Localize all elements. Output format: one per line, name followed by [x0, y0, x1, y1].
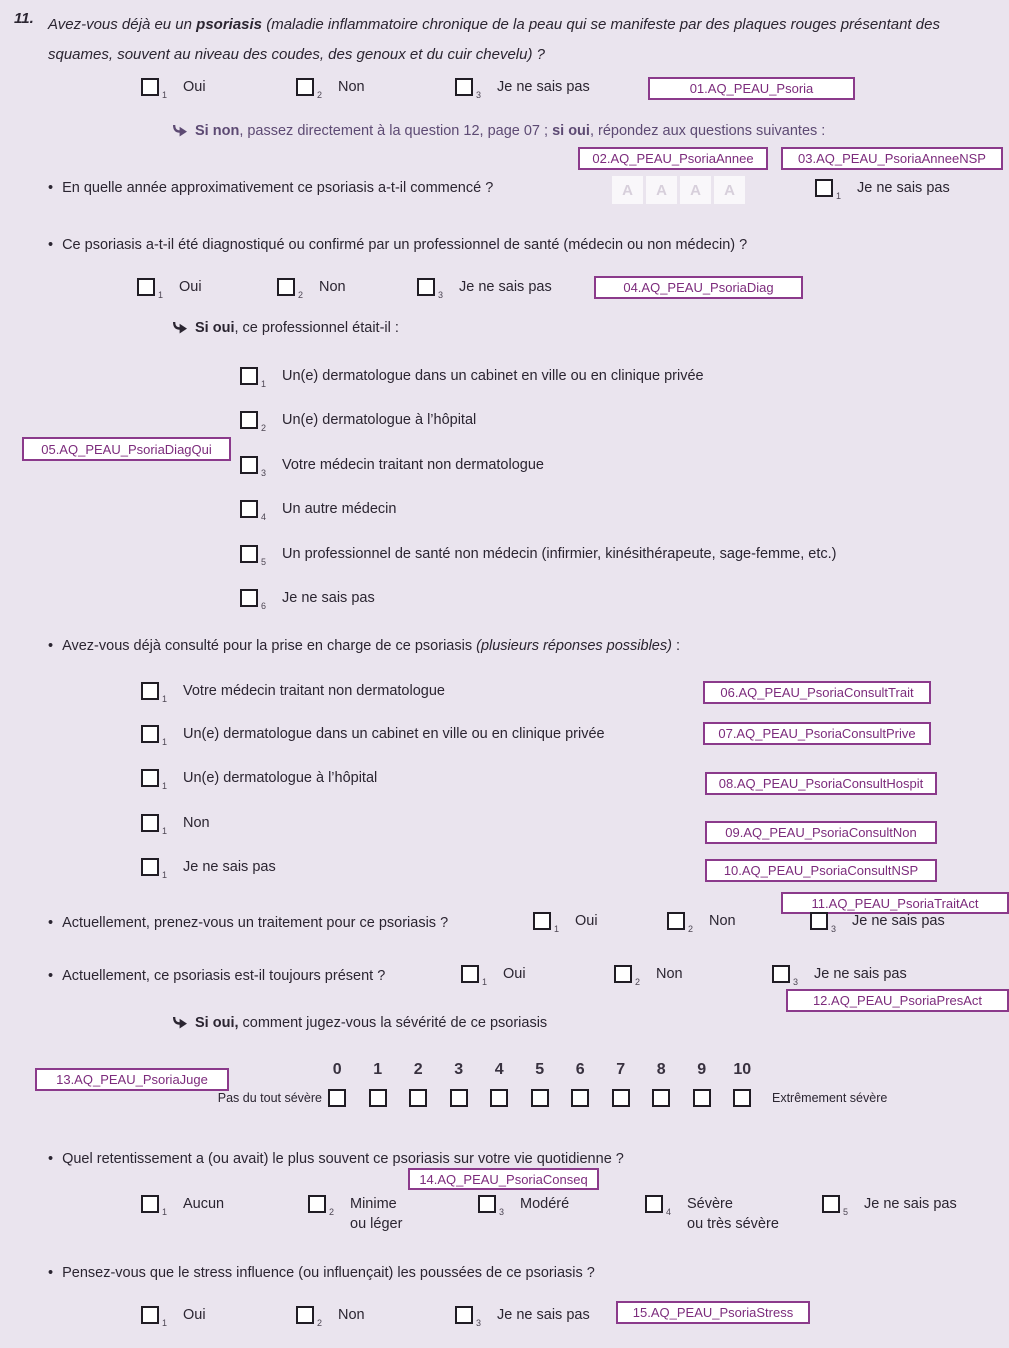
- option-diag-oui: [137, 278, 202, 300]
- option-label: Un autre médecin: [282, 501, 397, 517]
- checkbox-code: 4: [261, 512, 267, 522]
- question-11-rest: (maladie inflammatoire chronique de la peau qui se manifeste par des plaques rouges présentant des squames, souvent au niveau des coudes, des genoux et du cuir chevelu) ?: [48, 16, 940, 63]
- option-label: Un professionnel de santé non médecin (infirmier, kinésithérapeute, sage-femme, etc.): [282, 546, 837, 562]
- checkbox-diagqui-5[interactable]: [240, 545, 258, 563]
- severity-step-6: [560, 1061, 601, 1107]
- stress-question-text: Pensez-vous que le stress influence (ou influençait) les poussées de ce psoriasis ?: [62, 1265, 595, 1281]
- field-tag-label: 09.AQ_PEAU_PsoriaConsultNon: [725, 825, 917, 840]
- severity-step-0: [317, 1061, 358, 1107]
- checkbox-code: 5: [261, 557, 267, 567]
- checkbox-consult-hospit[interactable]: [141, 769, 159, 787]
- question-11-keyword: psoriasis: [196, 16, 263, 33]
- field-tag-label: 01.AQ_PEAU_Psoria: [689, 81, 814, 96]
- option-conseq-modere: [478, 1195, 569, 1217]
- checkbox-consult-non[interactable]: [141, 814, 159, 832]
- checkbox-conseq-2[interactable]: [308, 1195, 326, 1213]
- checkbox-psoria-non[interactable]: [296, 78, 314, 96]
- option-conseq-nsp: [822, 1195, 957, 1217]
- question-11-lead: Avez-vous déjà eu un: [48, 16, 197, 33]
- field-tag-label: 05.AQ_PEAU_PsoriaDiagQui: [41, 441, 212, 457]
- checkbox-code: 1: [554, 924, 560, 934]
- consult-question-label: [48, 638, 680, 654]
- checkbox-presact-nsp[interactable]: [772, 965, 790, 983]
- instruction-text: comment jugez-vous la sévérité de ce psoriasis: [238, 1015, 548, 1031]
- field-tag-stress: [616, 1301, 810, 1324]
- field-tag-label: 13.AQ_PEAU_PsoriaJuge: [56, 1072, 208, 1087]
- consult-italic: (plusieurs réponses possibles): [476, 638, 672, 654]
- severity-tick: 1: [373, 1061, 383, 1078]
- severity-tick: 3: [454, 1061, 464, 1078]
- severity-tick: 0: [332, 1061, 342, 1078]
- field-tag-consult-trait: [703, 681, 931, 704]
- question-number: 11.: [14, 10, 34, 27]
- checkbox-psoria-oui[interactable]: [141, 78, 159, 96]
- severity-tick: 9: [697, 1061, 707, 1078]
- option-label-line2: ou très sévère: [687, 1216, 779, 1232]
- option-traitact-nsp: [810, 912, 945, 934]
- checkbox-conseq-3[interactable]: [478, 1195, 496, 1213]
- option-label: Je ne sais pas: [282, 590, 375, 606]
- option-diagqui-4: [240, 500, 396, 522]
- checkbox-conseq-5[interactable]: [822, 1195, 840, 1213]
- option-stress-oui: [141, 1306, 206, 1328]
- severity-checkbox-6[interactable]: [571, 1089, 589, 1107]
- severity-checkbox-7[interactable]: [612, 1089, 630, 1107]
- option-diagqui-6: [240, 589, 375, 611]
- checkbox-code: 2: [298, 290, 304, 300]
- checkbox-stress-oui[interactable]: [141, 1306, 159, 1324]
- checkbox-diag-oui[interactable]: [137, 278, 155, 296]
- skip-text-2: , répondez aux questions suivantes :: [589, 123, 826, 139]
- severity-step-8: [641, 1061, 682, 1107]
- stress-question-label: [48, 1265, 595, 1281]
- year-question-label: [48, 180, 493, 196]
- year-input-group: [612, 176, 745, 204]
- option-diag-non: [277, 278, 346, 300]
- option-label: Je ne sais pas: [864, 1196, 957, 1212]
- option-conseq-minime: [308, 1195, 402, 1234]
- severity-checkbox-9[interactable]: [693, 1089, 711, 1107]
- option-traitact-oui: [533, 912, 598, 934]
- year-digit-box-1[interactable]: A: [612, 176, 643, 204]
- severity-checkbox-4[interactable]: [490, 1089, 508, 1107]
- severity-checkbox-3[interactable]: [450, 1089, 468, 1107]
- option-label: Non: [183, 815, 210, 831]
- checkbox-diag-non[interactable]: [277, 278, 295, 296]
- diag-question-label: [48, 237, 747, 253]
- option-presact-non: [614, 965, 683, 987]
- treatment-question-label: [48, 915, 448, 931]
- checkbox-conseq-1[interactable]: [141, 1195, 159, 1213]
- field-tag-psoria-juge: [35, 1068, 229, 1091]
- year-digit-box-3[interactable]: A: [680, 176, 711, 204]
- checkbox-presact-non[interactable]: [614, 965, 632, 983]
- checkbox-diagqui-3[interactable]: [240, 456, 258, 474]
- severity-step-10: [722, 1061, 763, 1107]
- field-tag-label: 08.AQ_PEAU_PsoriaConsultHospit: [718, 776, 924, 791]
- option-consult-hospit: [141, 769, 377, 791]
- option-label: Non: [656, 966, 683, 982]
- option-label: Oui: [575, 913, 598, 929]
- option-label: Je ne sais pas: [852, 913, 945, 929]
- severity-step-2: [398, 1061, 439, 1107]
- field-tag-label: 02.AQ_PEAU_PsoriaAnnee: [592, 151, 754, 166]
- skip-bold-oui: si oui: [552, 123, 590, 139]
- checkbox-traitact-oui[interactable]: [533, 912, 551, 930]
- option-label: Je ne sais pas: [497, 79, 590, 95]
- option-psoria-oui: [141, 78, 206, 100]
- checkbox-code: 3: [831, 924, 837, 934]
- question-11-text: [48, 10, 1000, 70]
- option-annee-nsp: [815, 179, 950, 201]
- skip-bold-non: Si non: [195, 123, 240, 139]
- skip-instruction: [172, 123, 825, 139]
- checkbox-diagqui-1[interactable]: [240, 367, 258, 385]
- checkbox-code: 4: [666, 1207, 672, 1217]
- professional-instruction: [172, 320, 399, 336]
- option-presact-oui: [461, 965, 526, 987]
- checkbox-code: 3: [476, 1318, 482, 1328]
- option-label: Votre médecin traitant non dermatologue: [183, 683, 445, 699]
- checkbox-code: 1: [836, 191, 842, 201]
- severity-checkbox-5[interactable]: [531, 1089, 549, 1107]
- checkbox-code: 2: [635, 977, 641, 987]
- option-label: Un(e) dermatologue à l’hôpital: [282, 412, 477, 428]
- severity-checkbox-1[interactable]: [369, 1089, 387, 1107]
- checkbox-code: 1: [162, 870, 168, 880]
- present-question-text: Actuellement, ce psoriasis est-il toujours présent ?: [62, 968, 386, 984]
- checkbox-code: 1: [261, 379, 267, 389]
- field-tag-psoria-annee: [578, 147, 768, 170]
- checkbox-diag-nsp[interactable]: [417, 278, 435, 296]
- diag-question-text: Ce psoriasis a-t-il été diagnostiqué ou confirmé par un professionnel de santé (médecin ou non médecin) ?: [62, 237, 748, 253]
- field-tag-pres-act: [786, 989, 1009, 1012]
- checkbox-traitact-nsp[interactable]: [810, 912, 828, 930]
- arrow-icon: [172, 1016, 188, 1030]
- field-tag-label: 04.AQ_PEAU_PsoriaDiag: [623, 280, 774, 295]
- checkbox-code: 3: [499, 1207, 505, 1217]
- field-tag-label: 14.AQ_PEAU_PsoriaConseq: [419, 1171, 588, 1187]
- checkbox-code: 1: [162, 826, 168, 836]
- checkbox-code: 3: [793, 977, 799, 987]
- checkbox-code: 1: [162, 737, 168, 747]
- severity-checkbox-0[interactable]: [328, 1089, 346, 1107]
- severity-scale: [317, 1061, 763, 1107]
- severity-step-5: [520, 1061, 561, 1107]
- option-diagqui-3: [240, 456, 544, 478]
- field-tag-consult-hospit: [705, 772, 937, 795]
- severity-instruction: [172, 1015, 547, 1031]
- option-label: Je ne sais pas: [183, 859, 276, 875]
- option-label-line2: ou léger: [350, 1216, 403, 1232]
- field-tag-label: 06.AQ_PEAU_PsoriaConsultTrait: [720, 685, 914, 700]
- option-diagqui-5: [240, 545, 837, 567]
- severity-checkbox-2[interactable]: [409, 1089, 427, 1107]
- instruction-text: , ce professionnel était-il :: [234, 320, 399, 336]
- severity-tick: 8: [656, 1061, 666, 1078]
- field-tag-psoria-diag-qui: [22, 437, 231, 461]
- field-tag-consult-nsp: [705, 859, 937, 882]
- option-label: Un(e) dermatologue dans un cabinet en ville ou en clinique privée: [282, 368, 704, 384]
- option-traitact-non: [667, 912, 736, 934]
- checkbox-stress-non[interactable]: [296, 1306, 314, 1324]
- severity-tick: 5: [535, 1061, 545, 1078]
- option-stress-nsp: [455, 1306, 590, 1328]
- checkbox-psoria-nsp[interactable]: [455, 78, 473, 96]
- severity-step-1: [358, 1061, 399, 1107]
- option-consult-non: [141, 814, 210, 836]
- checkbox-presact-oui[interactable]: [461, 965, 479, 983]
- option-stress-non: [296, 1306, 365, 1328]
- checkbox-diagqui-4[interactable]: [240, 500, 258, 518]
- year-question-text: En quelle année approximativement ce psoriasis a-t-il commencé ?: [62, 180, 494, 196]
- severity-tick: 7: [616, 1061, 626, 1078]
- arrow-icon: [172, 321, 188, 335]
- present-question-label: [48, 968, 385, 984]
- checkbox-code: 3: [438, 290, 444, 300]
- option-consult-prive: [141, 725, 605, 747]
- option-psoria-nsp: [455, 78, 590, 100]
- option-consult-nsp: [141, 858, 276, 880]
- severity-left-label: Pas du tout sévère: [217, 1091, 322, 1105]
- checkbox-stress-nsp[interactable]: [455, 1306, 473, 1324]
- field-tag-label: 07.AQ_PEAU_PsoriaConsultPrive: [718, 726, 916, 741]
- option-diag-nsp: [417, 278, 552, 300]
- option-label: Je ne sais pas: [857, 180, 950, 196]
- impact-question-text: Quel retentissement a (ou avait) le plus souvent ce psoriasis sur votre vie quotidienne ?: [62, 1151, 624, 1167]
- impact-question-label: [48, 1151, 624, 1167]
- severity-tick: 2: [413, 1061, 423, 1078]
- treatment-question-text: Actuellement, prenez-vous un traitement pour ce psoriasis ?: [62, 915, 449, 931]
- option-diagqui-2: [240, 411, 476, 433]
- checkbox-annee-nsp[interactable]: [815, 179, 833, 197]
- option-label: Non: [319, 279, 346, 295]
- checkbox-code: 6: [261, 601, 267, 611]
- year-digit-box-4[interactable]: A: [714, 176, 745, 204]
- severity-step-4: [479, 1061, 520, 1107]
- checkbox-code: 2: [688, 924, 694, 934]
- field-tag-conseq: [408, 1168, 599, 1190]
- option-label: Minime: [350, 1196, 397, 1212]
- option-label: Je ne sais pas: [814, 966, 907, 982]
- checkbox-consult-nsp[interactable]: [141, 858, 159, 876]
- checkbox-code: 2: [317, 1318, 323, 1328]
- option-label: Je ne sais pas: [459, 279, 552, 295]
- checkbox-code: 2: [329, 1207, 335, 1217]
- option-presact-nsp: [772, 965, 907, 987]
- consult-tail: :: [671, 638, 681, 654]
- option-label: Modéré: [520, 1196, 570, 1212]
- severity-right-label: Extrêmement sévère: [772, 1091, 888, 1105]
- option-label: Votre médecin traitant non dermatologue: [282, 457, 544, 473]
- checkbox-code: 5: [843, 1207, 849, 1217]
- consult-lead: Avez-vous déjà consulté pour la prise en charge de ce psoriasis: [62, 638, 477, 654]
- option-label: Oui: [503, 966, 526, 982]
- option-label: Je ne sais pas: [497, 1307, 590, 1323]
- field-tag-psoria-diag: [594, 276, 803, 299]
- checkbox-code: 2: [261, 423, 267, 433]
- checkbox-code: 1: [162, 781, 168, 791]
- option-label: Un(e) dermatologue à l’hôpital: [183, 770, 378, 786]
- severity-step-9: [682, 1061, 723, 1107]
- checkbox-code: 2: [317, 90, 323, 100]
- field-tag-label: 11.AQ_PEAU_PsoriaTraitAct: [811, 895, 979, 911]
- severity-checkbox-10[interactable]: [733, 1089, 751, 1107]
- option-psoria-non: [296, 78, 365, 100]
- checkbox-code: 1: [162, 1207, 168, 1217]
- field-tag-label: 12.AQ_PEAU_PsoriaPresAct: [812, 993, 983, 1008]
- instruction-bold: Si oui,: [195, 1015, 239, 1031]
- option-consult-trait: [141, 682, 445, 704]
- checkbox-code: 1: [482, 977, 488, 987]
- checkbox-code: 3: [261, 468, 267, 478]
- checkbox-traitact-non[interactable]: [667, 912, 685, 930]
- option-conseq-aucun: [141, 1195, 224, 1217]
- field-tag-label: 03.AQ_PEAU_PsoriaAnneeNSP: [798, 151, 986, 166]
- arrow-icon: [172, 124, 188, 138]
- severity-tick: 4: [494, 1061, 504, 1078]
- field-tag-label: 15.AQ_PEAU_PsoriaStress: [632, 1305, 794, 1320]
- year-digit-box-2[interactable]: A: [646, 176, 677, 204]
- checkbox-code: 1: [158, 290, 164, 300]
- field-tag-psoria-annee-nsp: [781, 147, 1003, 170]
- option-diagqui-1: [240, 367, 704, 389]
- option-label: Non: [338, 79, 365, 95]
- field-tag-consult-non: [705, 821, 937, 844]
- severity-tick: 6: [575, 1061, 585, 1078]
- field-tag-label: 10.AQ_PEAU_PsoriaConsultNSP: [723, 863, 919, 878]
- checkbox-consult-trait[interactable]: [141, 682, 159, 700]
- checkbox-consult-prive[interactable]: [141, 725, 159, 743]
- checkbox-conseq-4[interactable]: [645, 1195, 663, 1213]
- severity-step-7: [601, 1061, 642, 1107]
- field-tag-psoria: [648, 77, 855, 100]
- option-label: Oui: [179, 279, 202, 295]
- severity-tick: 10: [733, 1061, 752, 1078]
- option-label: Oui: [183, 1307, 206, 1323]
- checkbox-code: 1: [162, 1318, 168, 1328]
- field-tag-consult-prive: [703, 722, 931, 745]
- option-label: Oui: [183, 79, 206, 95]
- checkbox-code: 1: [162, 90, 168, 100]
- skip-text-1: , passez directement à la question 12, page 07 ;: [239, 123, 553, 139]
- checkbox-diagqui-6[interactable]: [240, 589, 258, 607]
- option-label: Non: [338, 1307, 365, 1323]
- checkbox-code: 3: [476, 90, 482, 100]
- option-label: Un(e) dermatologue dans un cabinet en ville ou en clinique privée: [183, 726, 605, 742]
- checkbox-code: 1: [162, 694, 168, 704]
- option-label: Aucun: [183, 1196, 225, 1212]
- option-label: Sévère: [687, 1196, 733, 1212]
- option-label: Non: [709, 913, 736, 929]
- severity-checkbox-8[interactable]: [652, 1089, 670, 1107]
- option-conseq-severe: [645, 1195, 779, 1234]
- checkbox-diagqui-2[interactable]: [240, 411, 258, 429]
- severity-step-3: [439, 1061, 480, 1107]
- instruction-bold: Si oui: [195, 320, 235, 336]
